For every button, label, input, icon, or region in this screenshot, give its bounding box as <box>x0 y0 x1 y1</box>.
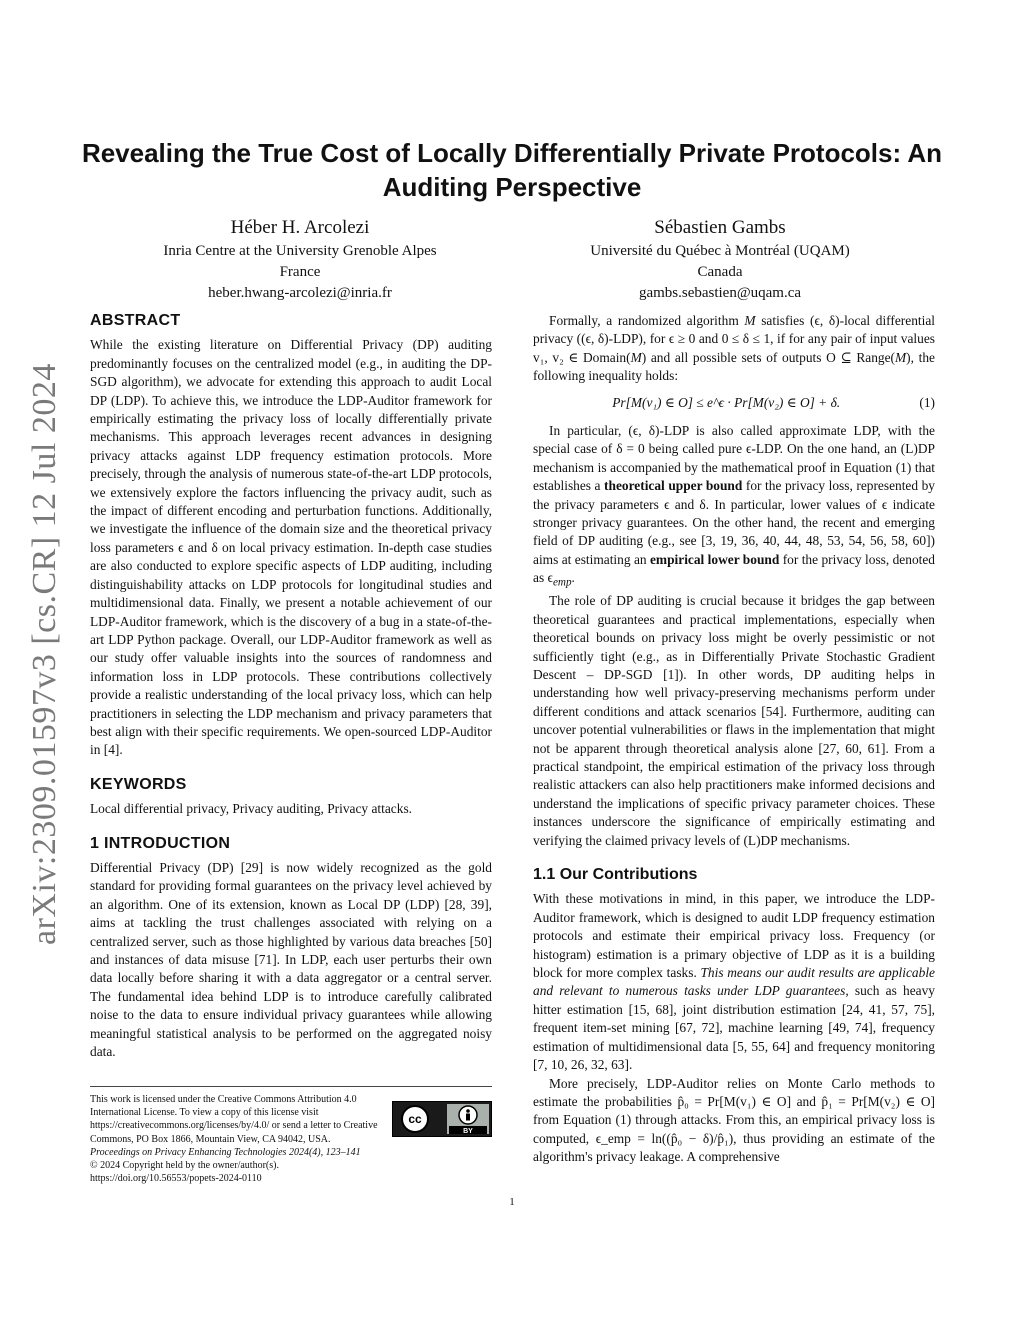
author-email[interactable]: gambs.sebastien@uqam.ca <box>638 285 802 301</box>
keywords-text: Local differential privacy, Privacy auditing, Privacy attacks. <box>90 801 413 817</box>
svg-text:cc: cc <box>408 1112 422 1126</box>
right-column <box>533 312 935 1167</box>
abstract-heading: ABSTRACT <box>90 312 181 329</box>
paper-title: Revealing the True Cost of Locally Differentially Private Protocols: An Auditing Perspective <box>81 138 943 202</box>
author-name: Sébastien Gambs <box>654 217 786 238</box>
author-affiliation: Inria Centre at the University Grenoble Alpes <box>163 243 437 259</box>
author-name: Héber H. Arcolezi <box>230 217 370 238</box>
license-text: This work is licensed under the Creative Commons Attribution 4.0 International License. To view a copy of this license visit https://creativecommons.org/licenses/by/4.0/ or send a letter to Creative Commons, PO Box 1866, Mountain View, CA 94042, USA. <box>90 1094 378 1145</box>
contributions-paragraph: With these motivations in mind, in this paper, we introduce the LDP-Auditor framework, which is designed to audit LDP frequency estimation protocols and estimate their empirical privacy loss. Frequency (or histogram) estimation is a primary objective of LDP as it is a building block for more complex tasks. This means our audit results are applicable and relevant to numerous tasks under LDP guarantees, such as heavy hitter estimation [15, 68], joint distribution estimation [24, 41, 57, 75], frequent item-set mining [67, 72], machine learning [49, 74], frequency estimation of multidimensional data [5, 55, 64] and frequency monitoring [7, 10, 26, 32, 63]. <box>533 891 935 1073</box>
svg-text:BY: BY <box>463 1128 473 1135</box>
cc-by-icon <box>393 1102 491 1136</box>
arxiv-identifier: arXiv:2309.01597v3 [cs.CR] 12 Jul 2024 <box>26 363 63 945</box>
proceedings-line: Proceedings on Privacy Enhancing Technologies 2024(4), 123–141 <box>90 1146 361 1158</box>
cc-by-badge[interactable] <box>392 1101 492 1137</box>
equation-number: (1) <box>919 394 935 410</box>
page-number: 1 <box>509 1196 515 1208</box>
equation-1 <box>533 394 935 412</box>
copyright-line: © 2024 Copyright held by the owner/author(s). <box>90 1160 279 1172</box>
author-block-1 <box>90 215 510 304</box>
author-email[interactable]: heber.hwang-arcolezi@inria.fr <box>208 285 392 301</box>
ldp-paragraph: In particular, (ϵ, δ)-LDP is also called approximate LDP, with the special case of δ = 0 being called pure ϵ-LDP. On the one hand, an (L)DP mechanism is accompanied by the mathematical proof in Equation (1) that establishes a theoretical upper bound for the privacy loss, represented by the privacy parameters ϵ and δ. In particular, lower values of ϵ indicate stronger privacy guarantees. On the other hand, the recent and emerging field of DP auditing (e.g., see [3, 19, 36, 40, 44, 48, 53, 54, 56, 58, 60]) aims at estimating an empirical lower bound for the privacy loss, denoted as $\epsilon_{emp}$. <box>533 423 936 589</box>
definition-paragraph: Formally, a randomized algorithm M satisfies (ϵ, δ)-local differential privacy ((ϵ, δ)-LDP), for ϵ ≥ 0 and 0 ≤ δ ≤ 1, if for any pair of input values v₁, v₂ ∈ Domain(M) and all possible sets of outputs O ⊆ Range(M), the following inequality holds: <box>533 313 935 384</box>
abstract-text: While the existing literature on Differential Privacy (DP) auditing predominantly focuses on the centralized model (e.g., in auditing the DP-SGD algorithm), we advocate for extending this approach to audit Local DP (LDP). To achieve this, we introduce the LDP-Auditor framework for empirically estimating the privacy loss of locally differentially private mechanisms. This approach leverages recent advances in designing privacy attacks against LDP frequency estimation protocols. More precisely, through the analysis of numerous state-of-the-art LDP protocols, we extensively explore the factors influencing the privacy audit, such as the impact of different encoding and perturbation functions. Additionally, we investigate the influence of the domain size and the theoretical privacy loss parameters ϵ and δ on local privacy estimation. In-depth case studies are also conducted to explore specific aspects of LDP auditing, including distinguishability attacks on LDP protocols for longitudinal studies and multidimensional data. Finally, we present a notable achievement of our LDP-Auditor framework, which is the discovery of a bug in a state-of-the-art LDP Python package. Overall, our LDP-Auditor framework as well as our study offer valuable insights into the sources of randomness and information loss in LDP protocols. These contributions collectively provide a realistic understanding of the local privacy loss, which can help practitioners in selecting the LDP mechanism and privacy parameters that best align with their specific requirements. We open-sourced LDP-Auditor in [4]. <box>90 337 492 758</box>
license-footnote <box>90 1086 492 1185</box>
keywords-heading: KEYWORDS <box>90 775 187 793</box>
author-country: Canada <box>697 264 743 280</box>
auditing-role-paragraph: The role of DP auditing is crucial because it bridges the gap between theoretical guarantees and practical implementations, especially when theoretical bounds on privacy loss might be overly pessimistic or not sufficiently tight (e.g., as in Differentially Private Stochastic Gradient Descent – DP-SGD [1]). In other words, DP auditing helps in understanding how well privacy-preserving mechanisms perform under different conditions and attack scenarios [54]. Furthermore, auditing can uncover potential vulnerabilities or flaws in the implementation that might not be apparent through theoretical analysis alone [27, 60, 61]. From a practical standpoint, the empirical estimation of the privacy loss through realistic attackers can also help practitioners make informed decisions and understand the implications of specific privacy parameter choices. These instances underscore the significance of empirically estimating and verifying the claimed privacy levels of (L)DP mechanisms. <box>533 593 935 848</box>
footnote-rule <box>90 1086 492 1087</box>
left-column <box>90 312 492 1061</box>
author-affiliation: Université du Québec à Montréal (UQAM) <box>590 243 850 259</box>
ldp-auditor-paragraph: More precisely, LDP-Auditor relies on Monte Carlo methods to estimate the probabilities p̂₀ = Pr[M(v₁) ∈ O] and p̂₁ = Pr[M(v₂) ∈ O] from Equation (1) through attacks. From this, an empirical privacy loss is computed, ϵ_emp = ln((p̂₀ − δ)/p̂₁), thus providing an estimate of the algorithm's privacy leakage. A comprehensive <box>533 1075 935 1165</box>
introduction-text: Differential Privacy (DP) [29] is now widely recognized as the gold standard for providing formal guarantees on the privacy level achieved by an algorithm. One of its extension, known as Local DP (LDP) [28, 39], aims at tackling the trust challenges associated with relying on a centralized server, such as those highlighted by various data breaches [50] and instances of data misuse [71]. In LDP, each user perturbs their own data locally before sharing it with a data aggregator or a central server. The fundamental idea behind LDP is to introduce carefully calibrated noise to the data to ensure individual privacy guarantees while allowing meaningful statistical analysis to be performed on the aggregated noisy data. <box>90 859 492 1060</box>
author-block-2 <box>510 215 930 304</box>
contributions-heading: 1.1 Our Contributions <box>533 866 698 884</box>
author-country: France <box>279 264 321 280</box>
introduction-heading: 1 INTRODUCTION <box>90 834 231 852</box>
equation-expression: Pr[M(v₁) ∈ O] ≤ e^ϵ · Pr[M(v₂) ∈ O] + δ. <box>612 394 841 410</box>
doi-link[interactable]: https://doi.org/10.56553/popets-2024-0110 <box>90 1173 262 1185</box>
